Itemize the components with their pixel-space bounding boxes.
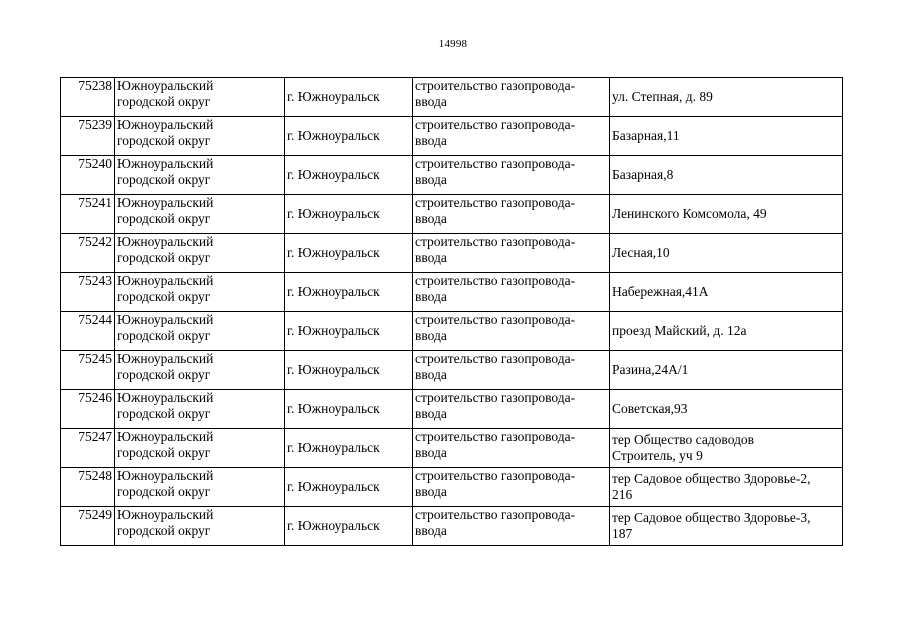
city-cell: г. Южноуральск bbox=[285, 390, 413, 429]
table-row bbox=[61, 78, 843, 117]
work-type-line: строительство газопровода- bbox=[415, 429, 576, 444]
district-line: городской округ bbox=[117, 172, 211, 187]
table-row bbox=[61, 468, 843, 507]
address-cell bbox=[610, 351, 843, 390]
work-type-cell bbox=[413, 273, 610, 312]
district-line: городской округ bbox=[117, 250, 211, 265]
address-line: 187 bbox=[612, 526, 633, 541]
work-type-line: ввода bbox=[415, 94, 447, 109]
work-type-cell bbox=[413, 234, 610, 273]
work-type-line: ввода bbox=[415, 211, 447, 226]
work-type-line: строительство газопровода- bbox=[415, 195, 576, 210]
work-type-cell bbox=[413, 312, 610, 351]
district-cell bbox=[115, 117, 285, 156]
table-row bbox=[61, 273, 843, 312]
work-type-line: строительство газопровода- bbox=[415, 312, 576, 327]
table-row bbox=[61, 156, 843, 195]
address-cell bbox=[610, 468, 843, 507]
city-cell: г. Южноуральск bbox=[285, 273, 413, 312]
row-number-cell: 75246 bbox=[61, 390, 115, 429]
city-cell: г. Южноуральск bbox=[285, 156, 413, 195]
row-number-cell: 75249 bbox=[61, 507, 115, 546]
district-line: Южноуральский bbox=[117, 507, 214, 522]
row-number-cell: 75241 bbox=[61, 195, 115, 234]
row-number-cell: 75245 bbox=[61, 351, 115, 390]
city-cell: г. Южноуральск bbox=[285, 78, 413, 117]
work-type-line: строительство газопровода- bbox=[415, 351, 576, 366]
table-row bbox=[61, 312, 843, 351]
table-row bbox=[61, 195, 843, 234]
row-number-cell: 75238 bbox=[61, 78, 115, 117]
work-type-line: ввода bbox=[415, 367, 447, 382]
district-line: городской округ bbox=[117, 523, 211, 538]
address-cell bbox=[610, 195, 843, 234]
district-cell bbox=[115, 195, 285, 234]
district-line: Южноуральский bbox=[117, 273, 214, 288]
address-line: ул. Степная, д. 89 bbox=[612, 89, 713, 104]
work-type-line: строительство газопровода- bbox=[415, 156, 576, 171]
work-type-cell bbox=[413, 351, 610, 390]
row-number-cell: 75242 bbox=[61, 234, 115, 273]
district-line: Южноуральский bbox=[117, 156, 214, 171]
work-type-line: ввода bbox=[415, 523, 447, 538]
work-type-cell bbox=[413, 390, 610, 429]
address-line: Строитель, уч 9 bbox=[612, 448, 703, 463]
work-type-cell bbox=[413, 429, 610, 468]
district-cell bbox=[115, 234, 285, 273]
row-number-cell: 75244 bbox=[61, 312, 115, 351]
address-cell bbox=[610, 507, 843, 546]
row-number-cell: 75239 bbox=[61, 117, 115, 156]
work-type-cell bbox=[413, 468, 610, 507]
district-line: городской округ bbox=[117, 211, 211, 226]
district-cell bbox=[115, 429, 285, 468]
row-number-cell: 75243 bbox=[61, 273, 115, 312]
address-cell bbox=[610, 156, 843, 195]
work-type-line: строительство газопровода- bbox=[415, 468, 576, 483]
work-type-cell bbox=[413, 507, 610, 546]
city-cell: г. Южноуральск bbox=[285, 468, 413, 507]
work-type-line: ввода bbox=[415, 406, 447, 421]
district-line: Южноуральский bbox=[117, 117, 214, 132]
work-type-line: ввода bbox=[415, 289, 447, 304]
district-line: Южноуральский bbox=[117, 429, 214, 444]
district-line: Южноуральский bbox=[117, 390, 214, 405]
address-line: Базарная,8 bbox=[612, 167, 674, 182]
work-type-line: строительство газопровода- bbox=[415, 273, 576, 288]
district-line: городской округ bbox=[117, 328, 211, 343]
work-type-line: строительство газопровода- bbox=[415, 507, 576, 522]
district-line: городской округ bbox=[117, 289, 211, 304]
address-cell bbox=[610, 273, 843, 312]
address-cell bbox=[610, 117, 843, 156]
table-row bbox=[61, 117, 843, 156]
work-type-line: ввода bbox=[415, 172, 447, 187]
city-cell: г. Южноуральск bbox=[285, 351, 413, 390]
city-cell: г. Южноуральск bbox=[285, 507, 413, 546]
page-number: 14998 bbox=[438, 38, 468, 50]
address-cell bbox=[610, 312, 843, 351]
address-line: Лесная,10 bbox=[612, 245, 670, 260]
district-line: городской округ bbox=[117, 484, 211, 499]
district-cell bbox=[115, 78, 285, 117]
work-type-cell bbox=[413, 117, 610, 156]
district-line: Южноуральский bbox=[117, 78, 214, 93]
address-line: Разина,24А/1 bbox=[612, 362, 689, 377]
district-line: Южноуральский bbox=[117, 468, 214, 483]
address-cell bbox=[610, 234, 843, 273]
table-row bbox=[61, 234, 843, 273]
district-line: городской округ bbox=[117, 133, 211, 148]
registry-table bbox=[60, 77, 843, 546]
work-type-line: строительство газопровода- bbox=[415, 234, 576, 249]
district-cell bbox=[115, 507, 285, 546]
work-type-cell bbox=[413, 156, 610, 195]
city-cell: г. Южноуральск bbox=[285, 195, 413, 234]
district-line: городской округ bbox=[117, 367, 211, 382]
district-line: городской округ bbox=[117, 406, 211, 421]
district-cell bbox=[115, 156, 285, 195]
address-line: Советская,93 bbox=[612, 401, 688, 416]
address-line: тер Общество садоводов bbox=[612, 432, 755, 447]
city-cell: г. Южноуральск bbox=[285, 429, 413, 468]
address-line: тер Садовое общество Здоровье-2, bbox=[612, 471, 811, 486]
district-line: Южноуральский bbox=[117, 195, 214, 210]
table-row bbox=[61, 351, 843, 390]
table-row bbox=[61, 429, 843, 468]
address-line: 216 bbox=[612, 487, 633, 502]
address-line: проезд Майский, д. 12а bbox=[612, 323, 747, 338]
district-cell bbox=[115, 312, 285, 351]
address-line: тер Садовое общество Здоровье-3, bbox=[612, 510, 811, 525]
row-number-cell: 75248 bbox=[61, 468, 115, 507]
work-type-line: строительство газопровода- bbox=[415, 390, 576, 405]
work-type-line: ввода bbox=[415, 484, 447, 499]
city-cell: г. Южноуральск bbox=[285, 117, 413, 156]
work-type-line: ввода bbox=[415, 445, 447, 460]
address-cell bbox=[610, 429, 843, 468]
row-number-cell: 75240 bbox=[61, 156, 115, 195]
district-line: городской округ bbox=[117, 94, 211, 109]
district-line: Южноуральский bbox=[117, 234, 214, 249]
district-cell bbox=[115, 351, 285, 390]
address-cell bbox=[610, 78, 843, 117]
work-type-line: ввода bbox=[415, 250, 447, 265]
work-type-line: ввода bbox=[415, 328, 447, 343]
table-row bbox=[61, 507, 843, 546]
row-number-cell: 75247 bbox=[61, 429, 115, 468]
district-line: городской округ bbox=[117, 445, 211, 460]
work-type-line: строительство газопровода- bbox=[415, 78, 576, 93]
district-line: Южноуральский bbox=[117, 312, 214, 327]
work-type-cell bbox=[413, 195, 610, 234]
address-line: Набережная,41А bbox=[612, 284, 709, 299]
work-type-cell bbox=[413, 78, 610, 117]
work-type-line: ввода bbox=[415, 133, 447, 148]
district-cell bbox=[115, 390, 285, 429]
registry-table-body bbox=[61, 78, 843, 546]
address-cell bbox=[610, 390, 843, 429]
district-line: Южноуральский bbox=[117, 351, 214, 366]
address-line: Ленинского Комсомола, 49 bbox=[612, 206, 767, 221]
address-line: Базарная,11 bbox=[612, 128, 680, 143]
city-cell: г. Южноуральск bbox=[285, 234, 413, 273]
district-cell bbox=[115, 273, 285, 312]
city-cell: г. Южноуральск bbox=[285, 312, 413, 351]
table-row bbox=[61, 390, 843, 429]
work-type-line: строительство газопровода- bbox=[415, 117, 576, 132]
district-cell bbox=[115, 468, 285, 507]
